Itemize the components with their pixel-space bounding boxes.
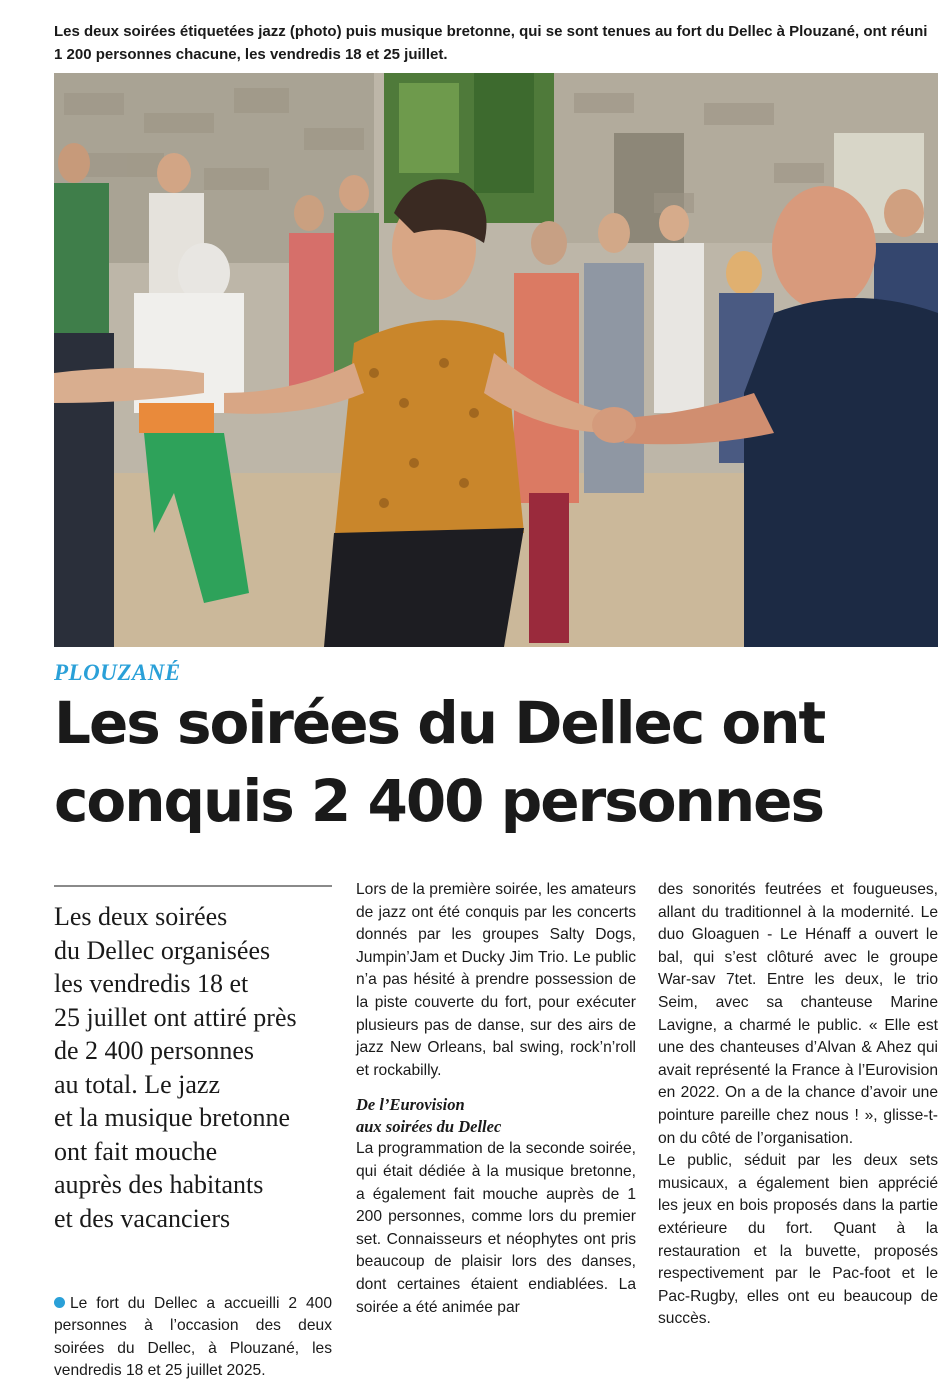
paragraph: La programmation de la seconde soirée, qui était dédiée à la musique bretonne, a également fait mouche auprès de 1 200 personnes, comme lors du premier set. Connaisseurs et néophytes ont pris beaucoup de plaisir lors des danses, dont certaines étaient endiablées. La soirée a été animée par — [356, 1140, 636, 1316]
photo-caption-top: Les deux soirées étiquetées jazz (photo) puis musique bretonne, qui se sont tenues au fort du Dellec à Plouzané, ont réuni 1 200 personnes chacune, les vendredis 18 et 25 juillet. — [54, 23, 928, 63]
article-column-2 — [356, 879, 636, 1319]
chapo-line: du Dellec organisées — [54, 935, 271, 965]
chapo-line: les vendredis 18 et — [54, 969, 249, 998]
headline — [54, 684, 938, 840]
paragraph: des sonorités feutrées et fougueuses, allant du traditionnel à la modernité. Le duo Gloaguen - Le Hénaff a ouvert le bal, qui s’est clôturé avec le groupe War-sav 7tet. Entre les deux, le trio Seim, avec sa chanteuse Marine Lavigne, a charmé le public. « Elle est une des chanteuses d’Alvan & Ahez qui avait représenté la France à l’Eurovision en 2022. On a de la chance d’avoir une pointure pareille chez nous ! », glisse-t-on du côté de l’organisation. — [658, 881, 938, 1147]
caption-bullet-icon — [54, 1297, 65, 1308]
photo-caption-bottom — [54, 1293, 332, 1382]
subheading — [356, 1094, 636, 1138]
article-column-3 — [658, 879, 938, 1331]
kicker-location: PLOUZANÉ — [54, 660, 181, 685]
chapo-line: et des vacanciers — [54, 1203, 231, 1233]
subheading-line-1: De l’Eurovision — [356, 1095, 465, 1115]
chapo-line: Les deux soirées — [54, 902, 228, 931]
chapo-line: 25 juillet ont attiré près — [54, 1002, 297, 1032]
chapo-line: auprès des habitants — [54, 1170, 264, 1199]
headline-line-2: conquis 2 400 personnes — [54, 767, 824, 835]
chapo-line: ont fait mouche — [54, 1136, 218, 1166]
paragraph: Le public, séduit par les deux sets musicaux, a également bien apprécié les jeux en bois proposés dans la partie extérieure du fort. Quant à la restauration et la buvette, proposés respectivement par le Pac-foot et le Pac-Rugby, elles ont eu beaucoup de succès. — [658, 1152, 938, 1328]
paragraph: Lors de la première soirée, les amateurs de jazz ont été conquis par les concerts donnés par les groupes Salty Dogs, Jumpin’Jam et Ducky Jim Trio. Le public n’a pas hésité à prendre possession de la piste couverte du fort, pour exécuter plusieurs pas de danse, sur des airs de jazz New Orleans, bal swing, rock’n’roll et rockabilly. — [356, 881, 636, 1079]
chapo-line: de 2 400 personnes — [54, 1036, 255, 1065]
headline-line-1: Les soirées du Dellec ont — [54, 689, 825, 757]
article-photo — [54, 73, 938, 647]
subheading-line-2: aux soirées du Dellec — [356, 1117, 502, 1137]
chapo-line: au total. Le jazz — [54, 1069, 221, 1099]
photo-caption-text: Le fort du Dellec a accueilli 2 400 personnes à l’occasion des deux soirées du Dellec, à Plouzané, les vendredis 18 et 25 juillet 2025. — [54, 1295, 332, 1379]
chapo-line: et la musique bretonne — [54, 1103, 291, 1132]
chapo-rule — [54, 885, 332, 887]
chapo — [54, 900, 344, 1235]
dance-crowd-image — [54, 73, 938, 647]
